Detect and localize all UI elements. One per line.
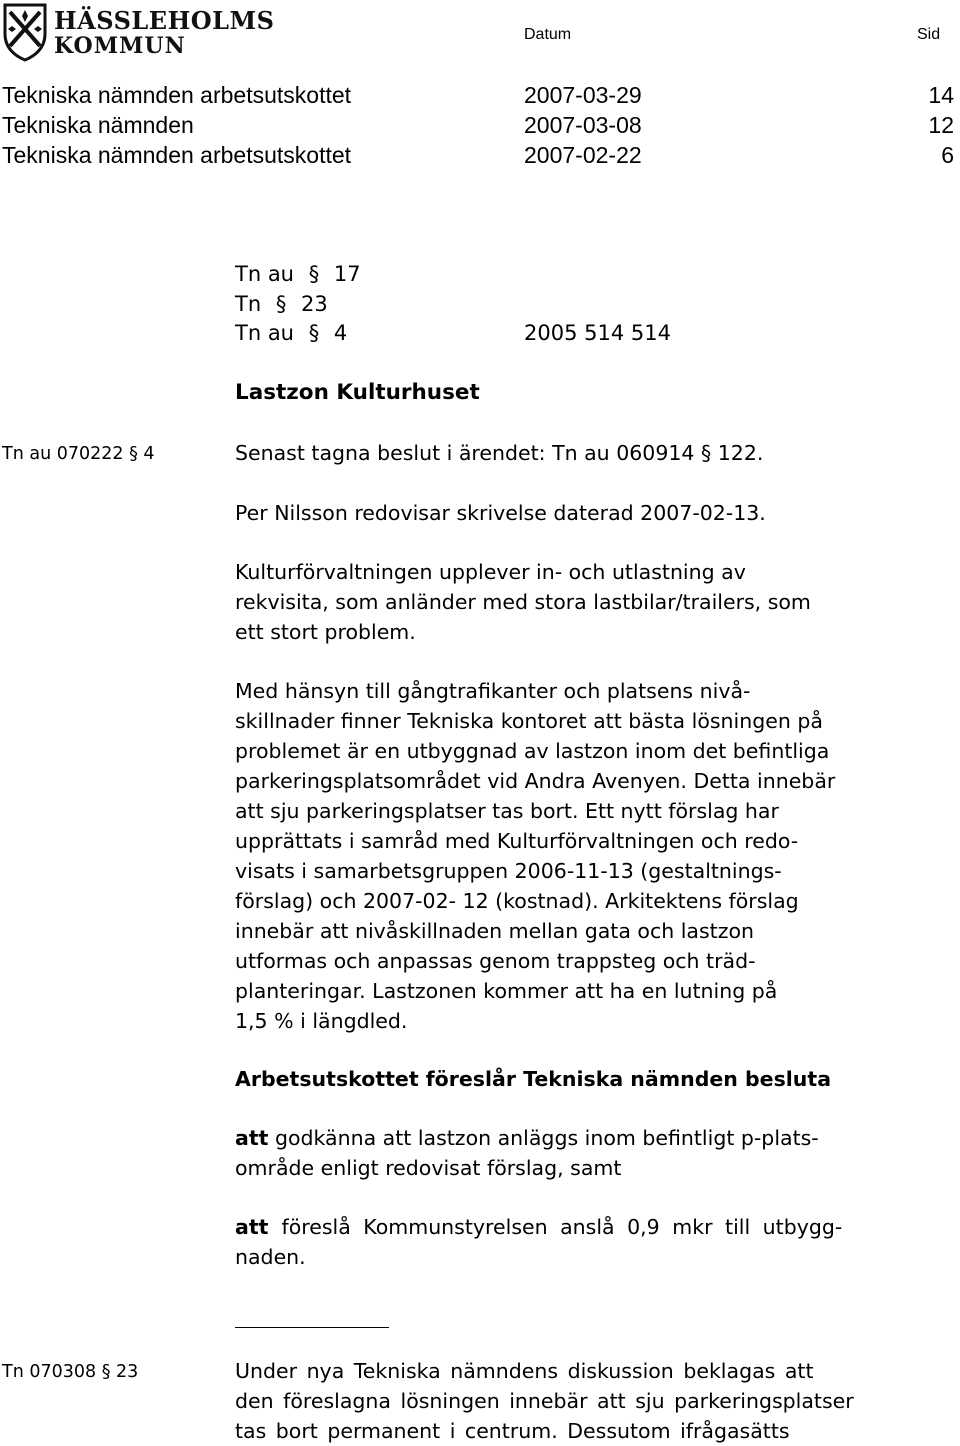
header-body-3: Tekniska nämnden arbetsutskottet: [2, 142, 352, 168]
paragraph-line: innebär att nivåskillnaden mellan gata och lastzon: [235, 919, 755, 943]
header-date-3: 2007-02-22: [524, 142, 642, 168]
reference-3: [235, 321, 347, 345]
reference-1-prefix: Tn au: [235, 262, 294, 286]
reference-2-prefix: Tn: [235, 292, 262, 316]
paragraph-line: skillnader finner Tekniska kontoret att bästa lösningen på: [235, 709, 823, 733]
paragraph-line: parkeringsplatsområdet vid Andra Avenyen. Detta innebär: [235, 769, 836, 793]
proposal-heading: Arbetsutskottet föreslår Tekniska nämnden besluta: [235, 1067, 832, 1091]
reference-3-number: 4: [333, 321, 348, 345]
paragraph-line: förslag) och 2007-02- 12 (kostnad). Arkitektens förslag: [235, 889, 799, 913]
paragraph-line: ett stort problem.: [235, 620, 416, 644]
paragraph-line: Under nya Tekniska nämndens diskussion beklagas att: [235, 1359, 814, 1383]
margin-reference-1: Tn au 070222 § 4: [2, 444, 155, 464]
paragraph-line: utformas och anpassas genom trappsteg och träd-: [235, 949, 756, 973]
header-date-1: 2007-03-29: [524, 82, 642, 108]
reference-2: [235, 292, 328, 316]
att-keyword: att: [235, 1126, 269, 1150]
reference-1: [235, 262, 361, 286]
paragraph-line: område enligt redovisat förslag, samt: [235, 1156, 622, 1180]
reference-2-section-sign: §: [275, 292, 287, 316]
header-page-2: 12: [928, 112, 954, 138]
header-body-2: Tekniska nämnden: [2, 112, 194, 138]
header-page-3: 6: [941, 142, 954, 168]
reference-1-number: 17: [333, 262, 361, 286]
paragraph-line: att sju parkeringsplatser tas bort. Ett nytt förslag har: [235, 799, 779, 823]
reference-1-section-sign: §: [308, 262, 320, 286]
reference-2-number: 23: [301, 292, 328, 316]
separator-rule: [235, 1327, 389, 1328]
header-page-1: 14: [928, 82, 954, 108]
logo-line-1: HÄSSLEHOLMS: [54, 6, 275, 35]
paragraph-line: Med hänsyn till gångtrafikanter och platsens nivå-: [235, 679, 751, 703]
header-date-2: 2007-03-08: [524, 112, 642, 138]
reference-3-prefix: Tn au: [235, 321, 294, 345]
paragraph-line: upprättats i samråd med Kulturförvaltningen och redo-: [235, 829, 799, 853]
paragraph-line: Kulturförvaltningen upplever in- och utlastning av: [235, 560, 746, 584]
date-column-label: Datum: [524, 26, 572, 43]
paragraph-line: rekvisita, som anländer med stora lastbilar/trailers, som: [235, 590, 811, 614]
paragraph-line: problemet är en utbyggnad av lastzon inom det befintliga: [235, 739, 830, 763]
decision-point-2: [235, 1212, 842, 1272]
document-title: Lastzon Kulturhuset: [235, 380, 480, 405]
att-keyword: att: [235, 1215, 269, 1239]
paragraph-line: 1,5 % i längdled.: [235, 1009, 408, 1033]
paragraph-report: Per Nilsson redovisar skrivelse daterad 2007-02-13.: [235, 501, 766, 525]
decision-point-1: [235, 1123, 819, 1183]
paragraph-problem: [235, 557, 811, 647]
paragraph-committee-discussion: [235, 1356, 854, 1446]
paragraph-proposal-description: [235, 676, 835, 1036]
paragraph-line: tas bort permanent i centrum. Dessutom ifrågasätts: [235, 1419, 790, 1443]
paragraph-line: föreslå Kommunstyrelsen anslå 0,9 mkr till utbygg-: [281, 1215, 843, 1239]
page-column-label: Sid: [917, 26, 941, 43]
logo-line-2: KOMMUN: [54, 33, 186, 59]
paragraph-line: godkänna att lastzon anläggs inom befintligt p-plats-: [274, 1126, 819, 1150]
paragraph-line: den föreslagna lösningen innebär att sju parkeringsplatser: [235, 1389, 854, 1413]
case-number: 2005 514 514: [524, 321, 671, 345]
paragraph-line: visats i samarbetsgruppen 2006-11-13 (gestaltnings-: [235, 859, 782, 883]
municipal-crest-logo: [2, 2, 48, 62]
header-body-1: Tekniska nämnden arbetsutskottet: [2, 82, 352, 108]
paragraph-line: naden.: [235, 1245, 306, 1269]
paragraph-previous-decision: Senast tagna beslut i ärendet: Tn au 060914 § 122.: [235, 441, 764, 465]
paragraph-line: planteringar. Lastzonen kommer att ha en lutning på: [235, 979, 778, 1003]
reference-3-section-sign: §: [308, 321, 320, 345]
margin-reference-2: Tn 070308 § 23: [2, 1362, 139, 1382]
